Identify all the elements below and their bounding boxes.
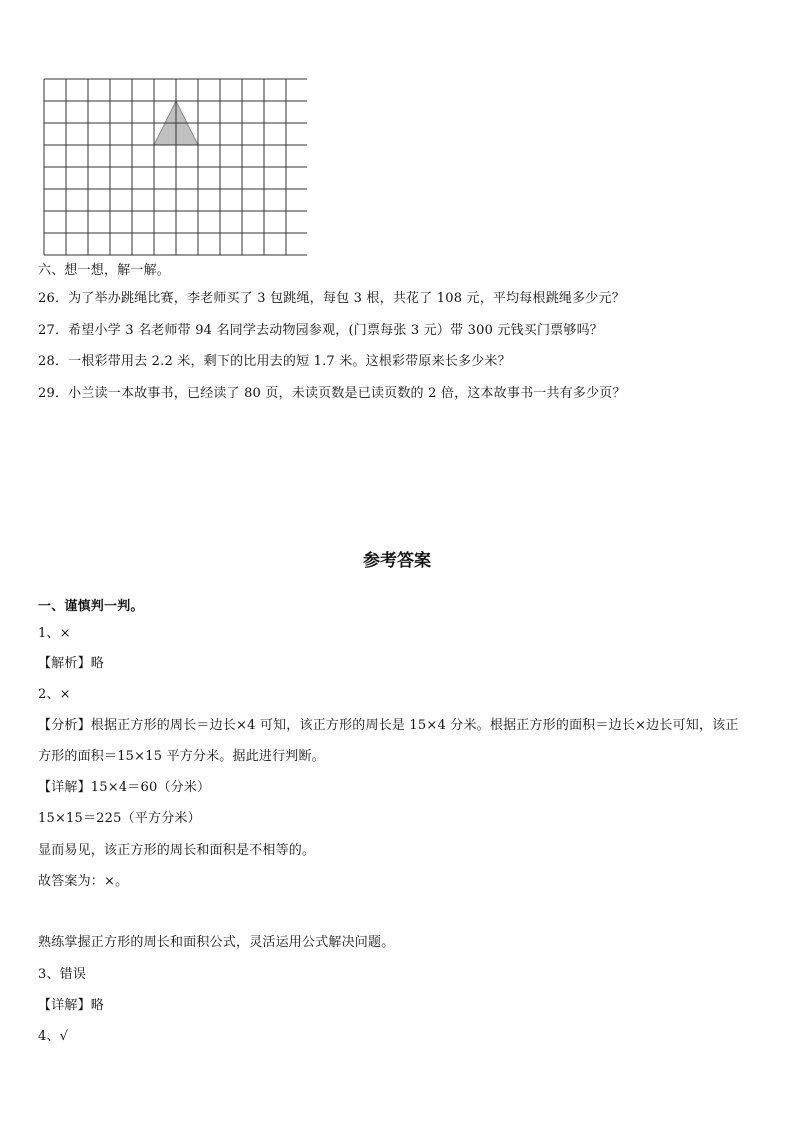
answer-2-analysis-line2: 方形的面积＝15×15 平方分米。据此进行判断。 [38,749,325,764]
answer-2-summary: 熟练掌握正方形的周长和面积公式，灵活运用公式解决问题。 [38,935,395,950]
answer-2-detail-line4: 故答案为：×。 [38,874,129,889]
question-26: 26．为了举办跳绳比赛，李老师买了 3 包跳绳，每包 3 根，共花了 108 元，平均每根跳绳多少元？ [38,291,625,306]
answer-1-note: 【解析】略 [38,656,105,671]
square-grid-figure [43,78,307,264]
answer-2-detail-line3: 显而易见，该正方形的周长和面积是不相等的。 [38,843,316,858]
answer-2-detail-line2: 15×15＝225（平方分米） [38,811,201,826]
answer-4: 4、√ [38,1029,69,1044]
answers-section-heading: 一、谨慎判一判。 [38,599,144,614]
answer-2-analysis-line1: 【分析】根据正方形的周长＝边长×4 可知，该正方形的周长是 15×4 分米。根据正方形的面积＝边长×边长可知，该正 [38,718,739,733]
answers-title: 参考答案 [363,551,431,571]
answer-3: 3、错误 [38,967,87,982]
answer-3-note: 【详解】略 [38,998,105,1013]
question-27: 27．希望小学 3 名老师带 94 名同学去动物园参观，(门票每张 3 元）带 300 元钱买门票够吗？ [38,323,603,338]
grid-with-triangle [43,78,307,260]
question-29: 29．小兰读一本故事书，已经读了 80 页，未读页数是已读页数的 2 倍，这本故事书一共有多少页？ [38,386,626,401]
answer-1: 1、× [38,626,71,641]
question-28: 28．一根彩带用去 2.2 米，剩下的比用去的短 1.7 米。这根彩带原来长多少米？ [38,354,511,369]
answer-2: 2、× [38,687,71,702]
answer-2-detail-line1: 【详解】15×4＝60（分米） [38,780,211,795]
section-heading: 六、想一想，解一解。 [38,263,171,278]
